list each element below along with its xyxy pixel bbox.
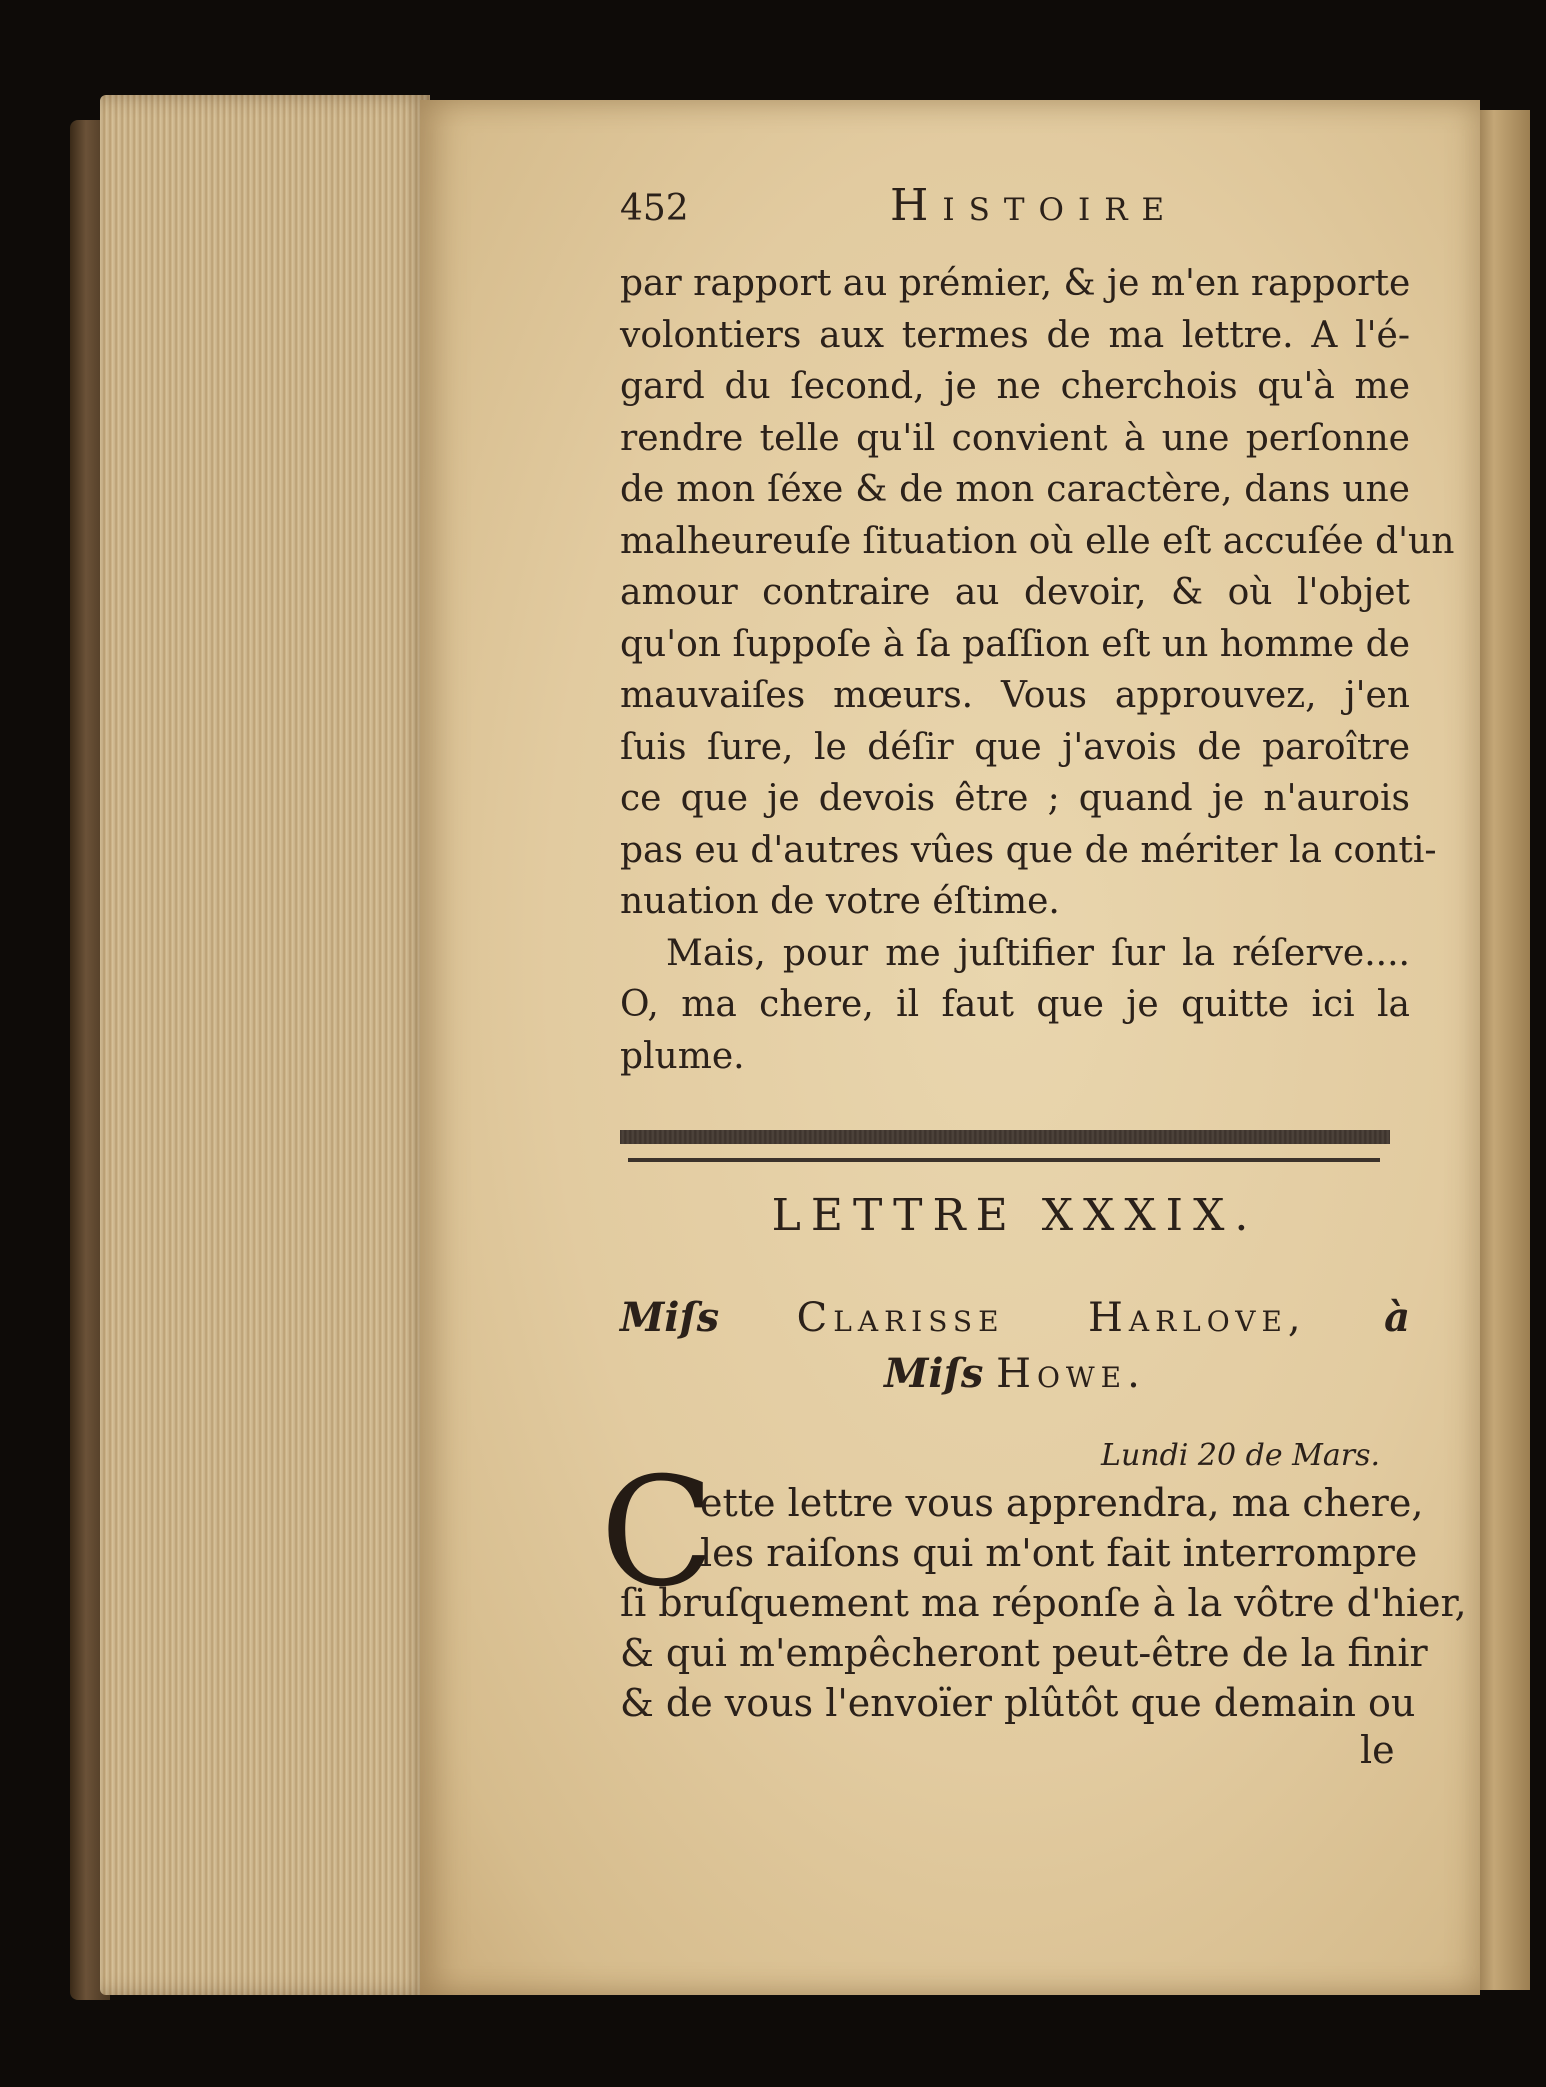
miss-label: Miſs [620, 1294, 720, 1341]
page-number: 452 [620, 188, 689, 229]
body-line: ſuis ſure, le déſir que j'avois de paroître [620, 726, 1410, 768]
miss-label: Miſs [884, 1350, 984, 1397]
body-line: gard du ſecond, je ne cherchois qu'à me [620, 366, 1410, 407]
body-line: par rapport au prémier, & je m'en rapporte [620, 263, 1411, 304]
body-line: O, ma chere, il faut que je quitte ici la [620, 984, 1410, 1025]
letter-date: Lundi 20 de Mars. [1101, 1438, 1380, 1473]
ornamental-rule [620, 1130, 1390, 1144]
divider-rule [628, 1158, 1380, 1162]
sender-name: Clarisse Harlove, [796, 1295, 1307, 1341]
letter-line: ette lettre vous apprendra, ma chere, [700, 1481, 1424, 1525]
addressee-line [620, 1290, 1410, 1346]
running-head-title: Histoire [890, 180, 1179, 231]
letter-line: les raiſons qui m'ont fait interrompre [700, 1531, 1418, 1575]
body-line: rendre telle qu'il convient à une perſonne [620, 417, 1410, 459]
body-text [620, 258, 1455, 1082]
catchword: le [1360, 1728, 1395, 1772]
letter-line: & qui m'empêcheront peut-être de la finir [620, 1631, 1428, 1675]
body-line: volontiers aux termes de ma lettre. A l'é- [620, 314, 1410, 356]
body-line: malheureuſe ſituation où elle eſt accuſée d'un [620, 520, 1455, 562]
body-line: amour contraire au devoir, & où l'objet [620, 572, 1410, 613]
body-line: de mon ſéxe & de mon caractère, dans une [620, 469, 1410, 510]
body-line: mauvaiſes mœurs. Vous approuvez, j'en [620, 675, 1410, 716]
body-line: qu'on ſuppoſe à ſa paſſion eſt un homme de [620, 623, 1410, 665]
body-line: plume. [620, 1035, 745, 1077]
letter-body [620, 1478, 1467, 1728]
letter-title: LETTRE XXXIX. [771, 1190, 1259, 1241]
addressee-line [620, 1346, 1410, 1402]
letter-line: & de vous l'envoïer plûtôt que demain ou [620, 1681, 1416, 1725]
letter-line: ſi bruſquement ma réponſe à la vôtre d'hier, [620, 1581, 1467, 1625]
body-line: Mais, pour me juſtifier ſur la réſerve.... [666, 932, 1410, 974]
body-line: pas eu d'autres vûes que de mériter la conti- [620, 829, 1437, 871]
running-head [620, 180, 1460, 250]
recipient-name: Howe. [996, 1351, 1146, 1397]
drop-cap: C [600, 1446, 715, 1620]
to-label: à [1384, 1294, 1411, 1341]
letter-addressee [620, 1290, 1410, 1402]
page-edges [100, 95, 430, 1995]
body-line: ce que je devois être ; quand je n'aurois [620, 778, 1410, 819]
body-line: nuation de votre éſtime. [620, 881, 1060, 922]
